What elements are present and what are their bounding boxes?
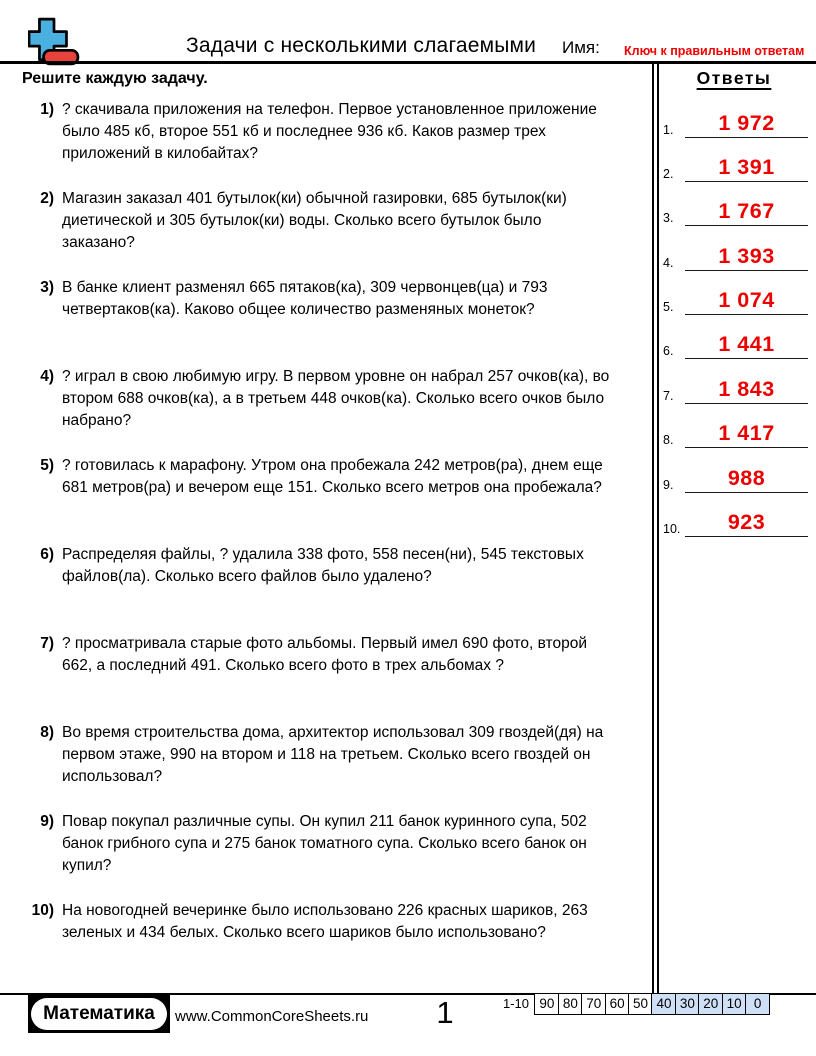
problem-text: В банке клиент разменял 665 пятаков(ка), 309 червонцев(ца) и 793 четвертаков(ка). Каково общее количество разменяных монеток? bbox=[62, 279, 548, 318]
answer-line bbox=[685, 465, 808, 493]
answer-3 bbox=[658, 199, 814, 226]
score-cell: 80 bbox=[558, 993, 583, 1015]
answer-value: 1 074 bbox=[718, 288, 775, 312]
answer-number: 8. bbox=[663, 433, 674, 447]
answer-number: 6. bbox=[663, 344, 674, 358]
problem-number: 5) bbox=[40, 457, 54, 474]
answer-value: 1 441 bbox=[718, 332, 775, 356]
score-cell: 0 bbox=[745, 993, 770, 1015]
answer-9 bbox=[658, 466, 814, 493]
answer-number: 7. bbox=[663, 389, 674, 403]
header-divider bbox=[0, 61, 816, 64]
answer-number: 4. bbox=[663, 256, 674, 270]
answer-value: 1 843 bbox=[718, 377, 775, 401]
answer-line bbox=[685, 154, 808, 182]
problem-1 bbox=[24, 99, 628, 165]
name-label: Имя: bbox=[562, 38, 600, 57]
answer-number: 1. bbox=[663, 123, 674, 137]
score-cell: 50 bbox=[628, 993, 653, 1015]
score-strip bbox=[503, 993, 770, 1015]
problem-number: 3) bbox=[40, 279, 54, 296]
subject-badge-label: Математика bbox=[31, 998, 167, 1030]
answer-line bbox=[685, 420, 808, 448]
plus-minus-logo-icon bbox=[28, 17, 80, 67]
problem-text: Повар покупал различные супы. Он купил 211 банок куринного супа, 502 банок грибного супа и 275 банок томатного супа. Сколько всего банок он купил? bbox=[62, 813, 587, 874]
problem-text: Во время строительства дома, архитектор использовал 309 гвоздей(дя) на первом этаже, 990 на втором и 118 на третьем. Сколько всего гвоздей он использовал? bbox=[62, 724, 604, 785]
problem-text: Распределяя файлы, ? удалила 338 фото, 558 песен(ни), 545 текстовых файлов(ла). Сколько всего файлов было удалено? bbox=[62, 546, 584, 585]
problem-number: 4) bbox=[40, 368, 54, 385]
problem-4 bbox=[24, 366, 628, 432]
score-cell: 40 bbox=[651, 993, 676, 1015]
answer-number: 3. bbox=[663, 211, 674, 225]
answer-4 bbox=[658, 244, 814, 271]
score-cell: 10 bbox=[722, 993, 747, 1015]
answer-value: 923 bbox=[727, 510, 766, 534]
answer-key-note: Ключ к правильным ответам bbox=[624, 44, 805, 58]
answer-8 bbox=[658, 421, 814, 448]
answer-value: 988 bbox=[727, 466, 766, 490]
problem-3 bbox=[24, 277, 628, 321]
problem-text: ? готовилась к марафону. Утром она пробежала 242 метров(ра), днем еще 681 метров(ра) и вечером еще 151. Сколько всего метров она пробежала? bbox=[62, 457, 603, 496]
answers-heading: Ответы bbox=[696, 68, 772, 88]
answer-10 bbox=[658, 510, 814, 537]
problem-number: 2) bbox=[40, 190, 54, 207]
problem-number: 1) bbox=[40, 101, 54, 118]
problem-number: 7) bbox=[40, 635, 54, 652]
instructions-text: Решите каждую задачу. bbox=[22, 70, 208, 87]
website-url: www.CommonCoreSheets.ru bbox=[175, 1008, 369, 1025]
answer-line bbox=[685, 376, 808, 404]
problem-10 bbox=[24, 900, 628, 944]
answer-value: 1 767 bbox=[718, 199, 775, 223]
score-cell: 60 bbox=[605, 993, 630, 1015]
problem-text: ? скачивала приложения на телефон. Первое установленное приложение было 485 кб, второе 551 кб и последнее 936 кб. Каков размер трех приложений в килобайтах? bbox=[62, 101, 597, 162]
score-cell: 70 bbox=[581, 993, 606, 1015]
page-number: 1 bbox=[436, 995, 454, 1030]
subject-badge bbox=[28, 995, 170, 1033]
problem-text: ? играл в свою любимую игру. В первом уровне он набрал 257 очков(ка), во втором 688 очков(ка), а в третьем 448 очков(ка). Сколько всего очков было набрано? bbox=[62, 368, 610, 429]
answer-7 bbox=[658, 377, 814, 404]
answer-number: 5. bbox=[663, 300, 674, 314]
problem-6 bbox=[24, 544, 628, 588]
answer-value: 1 393 bbox=[718, 244, 775, 268]
answer-line bbox=[685, 287, 808, 315]
answer-number: 2. bbox=[663, 167, 674, 181]
answer-number: 9. bbox=[663, 478, 674, 492]
problem-9 bbox=[24, 811, 628, 877]
answer-value: 1 417 bbox=[718, 421, 775, 445]
problem-number: 9) bbox=[40, 813, 54, 830]
answer-number: 10. bbox=[663, 522, 681, 536]
answer-line bbox=[685, 198, 808, 226]
problem-8 bbox=[24, 722, 628, 788]
problem-5 bbox=[24, 455, 628, 499]
problem-number: 10) bbox=[31, 902, 54, 919]
answer-value: 1 391 bbox=[718, 155, 775, 179]
problem-text: Магазин заказал 401 бутылок(ки) обычной газировки, 685 бутылок(ки) диетической и 305 бутылок(ки) воды. Сколько всего бутылок было заказано? bbox=[62, 190, 567, 251]
answer-5 bbox=[658, 288, 814, 315]
problem-number: 8) bbox=[40, 724, 54, 741]
score-cell: 30 bbox=[675, 993, 700, 1015]
problem-2 bbox=[24, 188, 628, 254]
problem-7 bbox=[24, 633, 628, 677]
problem-text: На новогодней вечеринке было использовано 226 красных шариков, 263 зеленых и 434 белых. Сколько всего шариков было использовано? bbox=[62, 902, 588, 941]
score-range-label: 1-10 bbox=[503, 996, 530, 1011]
score-cell: 90 bbox=[534, 993, 559, 1015]
answer-6 bbox=[658, 332, 814, 359]
answer-value: 1 972 bbox=[718, 111, 775, 135]
answer-line bbox=[685, 331, 808, 359]
worksheet-title: Задачи с несколькими слагаемыми bbox=[186, 34, 537, 57]
problem-number: 6) bbox=[40, 546, 54, 563]
answer-line bbox=[685, 509, 808, 537]
problem-text: ? просматривала старые фото альбомы. Первый имел 690 фото, второй 662, а последний 491. Сколько всего фото в трех альбомах ? bbox=[62, 635, 587, 674]
answer-line bbox=[685, 110, 808, 138]
score-cell: 20 bbox=[698, 993, 723, 1015]
answer-2 bbox=[658, 155, 814, 182]
answer-1 bbox=[658, 111, 814, 138]
answer-line bbox=[685, 243, 808, 271]
